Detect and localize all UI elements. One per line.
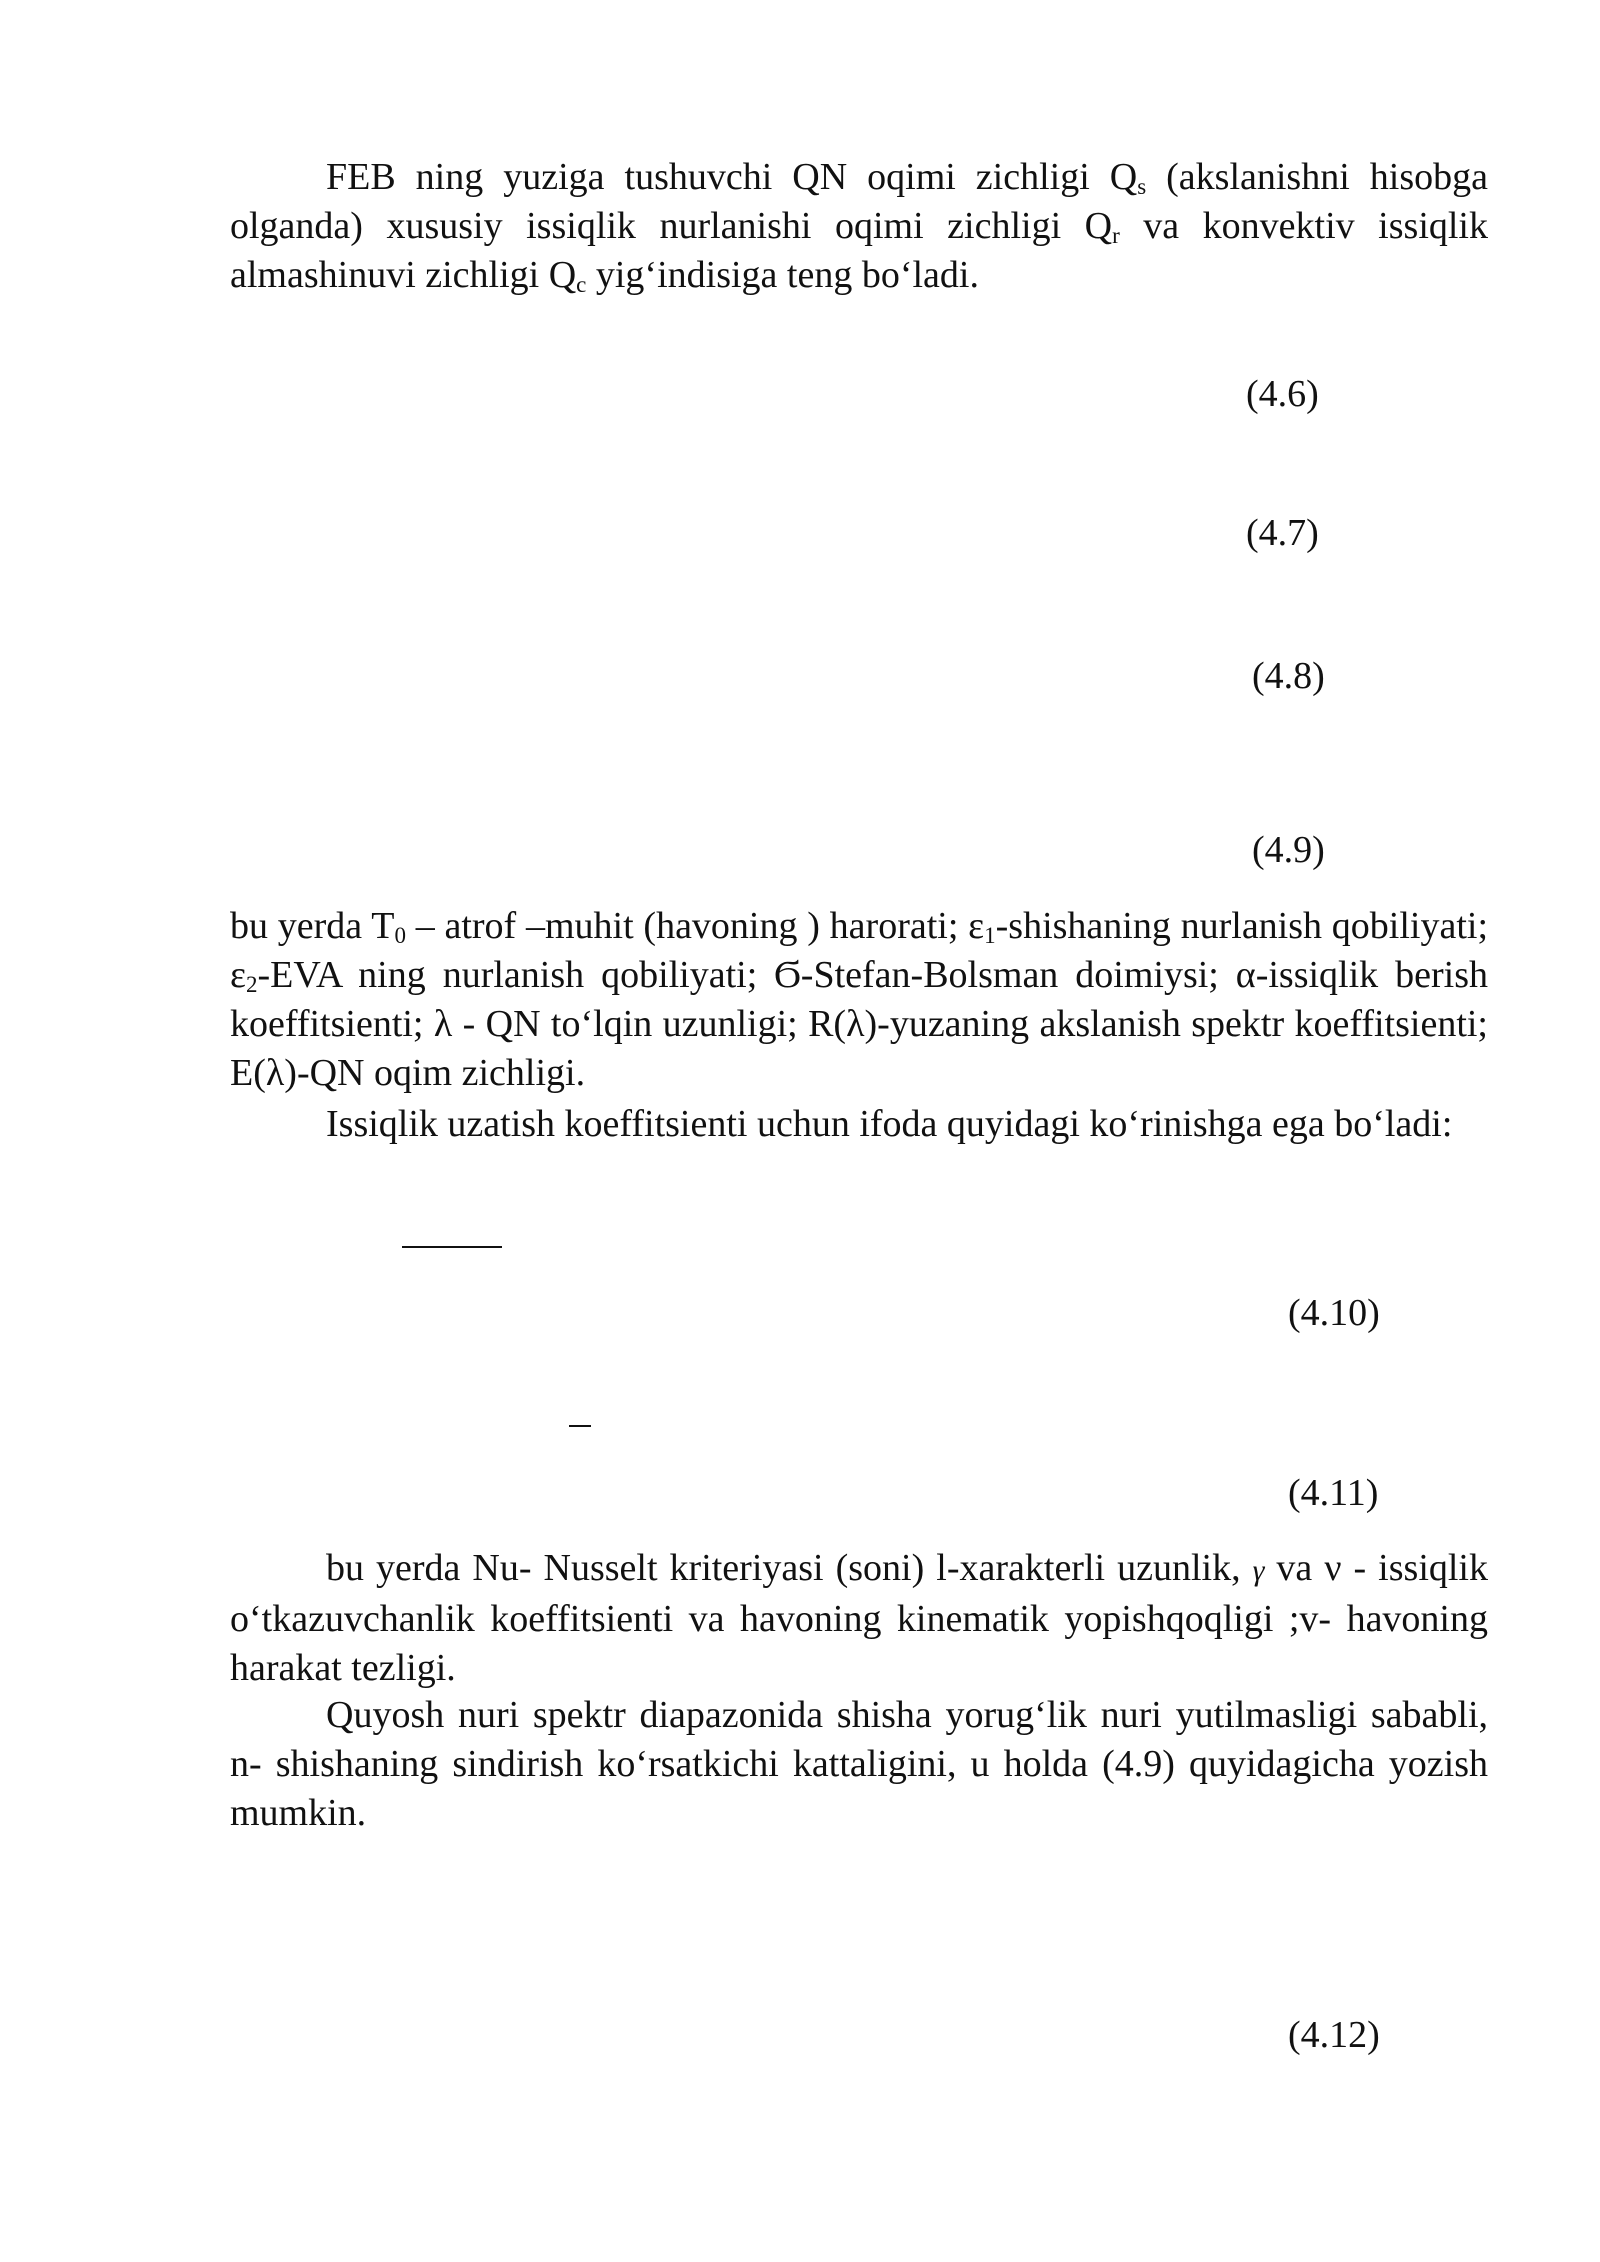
equation-number-4-12: (4.12) <box>1288 2014 1380 2056</box>
paragraph-heat-transfer: Issiqlik uzatish koeffitsienti uchun ifoda quyidagi ko‘rinishga ega bo‘ladi: <box>326 1103 1453 1145</box>
fraction-bar <box>402 1246 502 1248</box>
subscript-c: c <box>576 272 587 297</box>
paragraph-intro <box>230 153 1488 300</box>
subscript-r: r <box>1112 223 1120 248</box>
subscript-s: s <box>1137 174 1147 199</box>
equation-number-4-9: (4.9) <box>1252 829 1325 871</box>
equation-number-4-8: (4.8) <box>1252 655 1325 697</box>
text: -EVA ning nurlanish qobiliyati; Ϭ-Stefan-Bolsman doimiysi; α-issiqlik berish koeffitsienti; λ - QN to‘lqin uzunligi; R(λ)-yuzaning akslanish spektr koeffitsienti; E(λ)-QN oqim zichligi. <box>230 954 1488 1094</box>
subscript-2: 2 <box>245 972 258 997</box>
text: – atrof –muhit (havoning ) harorati; ε <box>405 905 985 947</box>
paragraph-definitions <box>230 902 1488 1098</box>
equation-number-4-11: (4.11) <box>1288 1472 1379 1514</box>
text: yig‘indisiga teng bo‘ladi. <box>586 254 979 296</box>
fraction-bar <box>569 1425 591 1427</box>
equation-number-4-7: (4.7) <box>1246 512 1319 554</box>
text: -shishaning nurlanish qobiliyati; ε <box>230 905 1489 996</box>
text: (akslanishni hisobga olganda) xususiy issiqlik nurlanishi oqimi zichligi Q <box>230 156 1488 247</box>
subscript-1: 1 <box>984 923 996 948</box>
equation-number-4-6: (4.6) <box>1246 373 1319 415</box>
paragraph-nusselt <box>230 1544 1488 1693</box>
subscript-0: 0 <box>394 923 406 948</box>
text: va konvektiv issiqlik almashinuvi zichligi Q <box>230 205 1488 296</box>
gamma-symbol: γ <box>1252 1554 1265 1587</box>
equation-number-4-10: (4.10) <box>1288 1292 1380 1334</box>
text: bu yerda Nu- Nusselt kriteriyasi (soni) l-xarakterli uzunlik, <box>326 1547 1253 1589</box>
text: va ν - issiqlik o‘tkazuvchanlik koeffitsienti va havoning kinematik yopishqoqligi ;v- havoning harakat tezligi. <box>230 1547 1488 1689</box>
text: bu yerda T <box>230 905 395 947</box>
text: FEB ning yuziga tushuvchi QN oqimi zichligi Q <box>326 156 1138 198</box>
paragraph-solar-spectrum: Quyosh nuri spektr diapazonida shisha yorug‘lik nuri yutilmasligi sababli, n- shishaning sindirish ko‘rsatkichi kattaligini, u holda (4.9) quyidagicha yozish mumkin. <box>230 1694 1488 1834</box>
